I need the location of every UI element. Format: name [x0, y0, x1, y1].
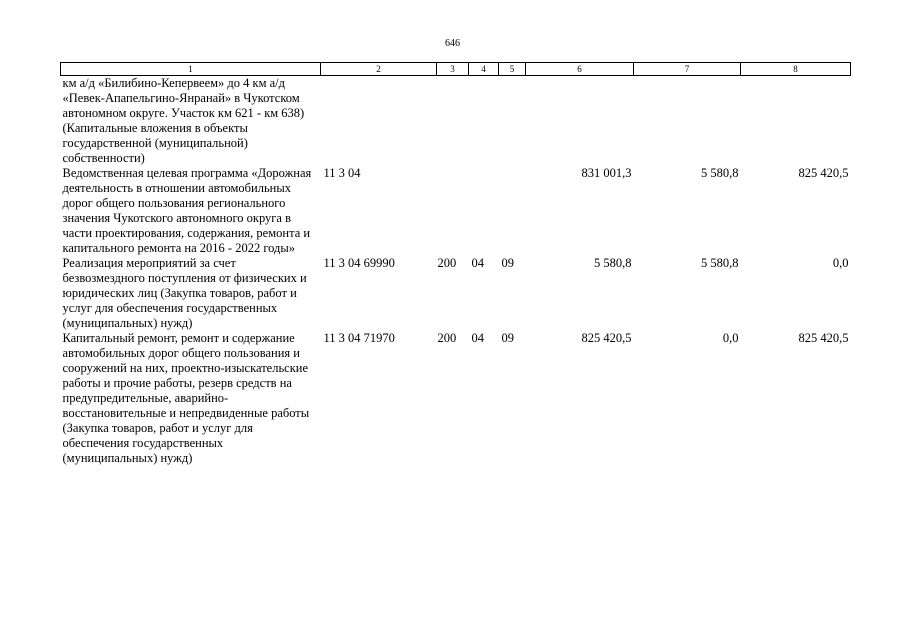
column-header-7: 7	[634, 63, 741, 76]
row-rz	[469, 166, 499, 256]
budget-table	[60, 62, 851, 466]
row-rz: 04	[471, 331, 484, 345]
column-header-5: 5	[499, 63, 526, 76]
row-rz: 04	[471, 256, 484, 270]
row-total	[526, 76, 634, 167]
row-regional: 0,0	[832, 256, 849, 270]
page-number: 646	[445, 38, 460, 49]
column-header-2: 2	[321, 63, 437, 76]
row-federal: 5 580,8	[701, 256, 739, 270]
row-pr: 09	[501, 256, 514, 270]
row-pr: 09	[501, 331, 514, 345]
row-federal	[634, 76, 741, 167]
row-name: Ведомственная целевая программа «Дорожная деятельность в отношении автомобильных дорог общего пользования регионального значения Чукотского автономного округа в части проектирования, содержания, ремонта и капитального ремонта на 2016 - 2022 годы»	[62, 166, 312, 255]
column-header-4: 4	[469, 63, 499, 76]
header-row	[61, 63, 851, 76]
column-header-1: 1	[61, 63, 321, 76]
row-regional	[741, 76, 851, 167]
row-vr	[437, 76, 469, 167]
row-vr	[437, 166, 469, 256]
row-pr	[499, 166, 526, 256]
row-name: Реализация мероприятий за счет безвозмездного поступления от физических и юридических лиц (Закупка товаров, работ и услуг для обеспечения государственных (муниципальных) нужд)	[62, 256, 307, 330]
row-vr: 200	[437, 256, 457, 270]
row-regional: 825 420,5	[798, 331, 849, 345]
row-federal: 5 580,8	[701, 166, 739, 180]
table-body	[61, 76, 851, 467]
row-federal: 0,0	[722, 331, 739, 345]
row-name: км а/д «Билибино-Кепервеем» до 4 км а/д «Певек-Апапельгино-Янранай» в Чукотском автономном округе. Участок км 621 - км 638) (Капитальные вложения в объекты государственной (муниципальной) собственности)	[62, 76, 305, 165]
table-header	[61, 63, 851, 76]
row-total: 825 420,5	[581, 331, 632, 345]
row-total: 831 001,3	[581, 166, 632, 180]
column-header-8: 8	[741, 63, 851, 76]
table-row	[61, 331, 851, 466]
row-regional: 825 420,5	[798, 166, 849, 180]
row-total: 5 580,8	[594, 256, 632, 270]
column-header-6: 6	[526, 63, 634, 76]
row-code: 11 3 04 69990	[323, 256, 395, 270]
row-rz	[469, 76, 499, 167]
row-name: Капитальный ремонт, ремонт и содержание автомобильных дорог общего пользования и сооружений на них, проектно-изыскательские работы и прочие работы, резерв средств на предупредительные, аварийно-восстановительные и непредвиденные работы (Закупка товаров, работ и услуг для обеспечения государственных (муниципальных) нужд)	[62, 331, 310, 465]
row-code: 11 3 04	[323, 166, 361, 180]
row-code	[321, 76, 437, 167]
row-vr: 200	[437, 331, 457, 345]
table-row	[61, 76, 851, 167]
column-header-3: 3	[437, 63, 469, 76]
table-row	[61, 166, 851, 256]
row-code: 11 3 04 71970	[323, 331, 395, 345]
row-pr	[499, 76, 526, 167]
table-row	[61, 256, 851, 331]
